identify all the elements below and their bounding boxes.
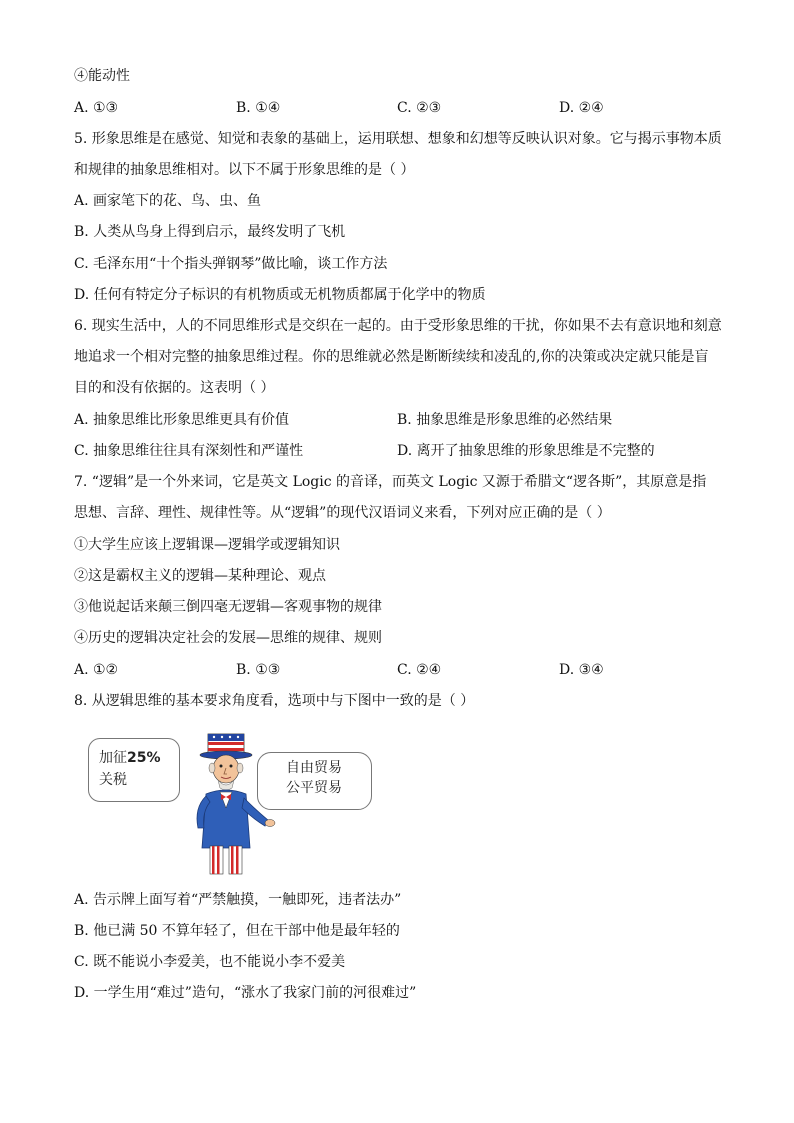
q7-option-c: C. ②④ [397,662,442,678]
q7-option-b: B. ①③ [236,662,281,678]
q7-stem-line1: 7. “逻辑”是一个外来词，它是英文 Logic 的音译，而英文 Logic 又源于希腊文“逻各斯”，其原意是指 [74,474,707,490]
q4-option-c: C. ②③ [397,100,442,116]
q8-cartoon-figure [84,728,384,878]
q6-stem-line1: 6. 现实生活中，人的不同思维形式是交织在一起的。由于受形象思维的干扰，你如果不去有意识地和刻意 [74,318,722,334]
q6-option-b: B. 抽象思维是形象思维的必然结果 [397,412,613,428]
q6-option-c: C. 抽象思维往往具有深刻性和严谨性 [74,443,304,459]
q5-option-c: C. 毛泽东用“十个指头弹钢琴”做比喻，谈工作方法 [74,256,388,272]
q5-option-b: B. 人类从鸟身上得到启示，最终发明了飞机 [74,224,346,240]
q8-option-c: C. 既不能说小李爱美，也不能说小李不爱美 [74,954,346,970]
q6-option-a: A. 抽象思维比形象思维更具有价值 [74,412,290,428]
q4-option-a: A. ①③ [74,100,119,116]
q6-stem-line2: 地追求一个相对完整的抽象思维过程。你的思维就必然是断断续续和凌乱的,你的决策或决定就只能是盲 [74,349,709,365]
q6-stem-line3: 目的和没有依据的。这表明（ ） [74,380,275,396]
q6-option-d: D. 离开了抽象思维的形象思维是不完整的 [397,443,655,459]
uncle-sam-illustration [176,728,276,878]
q5-stem-line2: 和规律的抽象思维相对。以下不属于形象思维的是（ ） [74,162,415,178]
q7-statement-3: ③他说起话来颠三倒四毫无逻辑—客观事物的规律 [74,599,382,615]
q7-statement-4: ④历史的逻辑决定社会的发展—思维的规律、规则 [74,630,382,646]
q7-stem-line2: 思想、言辞、理性、规律性等。从“逻辑”的现代汉语词义来看，下列对应正确的是（ ） [74,505,611,521]
q8-option-d: D. 一学生用“难过”造句，“涨水了我家门前的河很难过” [74,985,417,1001]
q5-stem-line1: 5. 形象思维是在感觉、知觉和表象的基础上，运用联想、想象和幻想等反映认识对象。它与揭示事物本质 [74,131,722,147]
q8-option-a: A. 告示牌上面写着“严禁触摸，一触即死，违者法办” [74,892,402,908]
tariff-speech-bubble: 加征25% 关税 [88,738,180,802]
q5-option-d: D. 任何有特定分子标识的有机物质或无机物质都属于化学中的物质 [74,287,486,303]
q7-option-d: D. ③④ [559,662,604,678]
q7-option-a: A. ①② [74,662,119,678]
q8-option-b: B. 他已满 50 不算年轻了，但在干部中他是最年轻的 [74,923,400,939]
q7-statement-2: ②这是霸权主义的逻辑—某种理论、观点 [74,568,326,584]
q8-stem: 8. 从逻辑思维的基本要求角度看，选项中与下图中一致的是（ ） [74,693,475,709]
q4-option-b: B. ①④ [236,100,281,116]
q4-statement-4: ④能动性 [74,68,130,84]
q7-statement-1: ①大学生应该上逻辑课—逻辑学或逻辑知识 [74,537,340,553]
q4-option-d: D. ②④ [559,100,604,116]
trade-speech-bubble: 自由贸易 公平贸易 [257,752,372,810]
q5-option-a: A. 画家笔下的花、鸟、虫、鱼 [74,193,262,209]
